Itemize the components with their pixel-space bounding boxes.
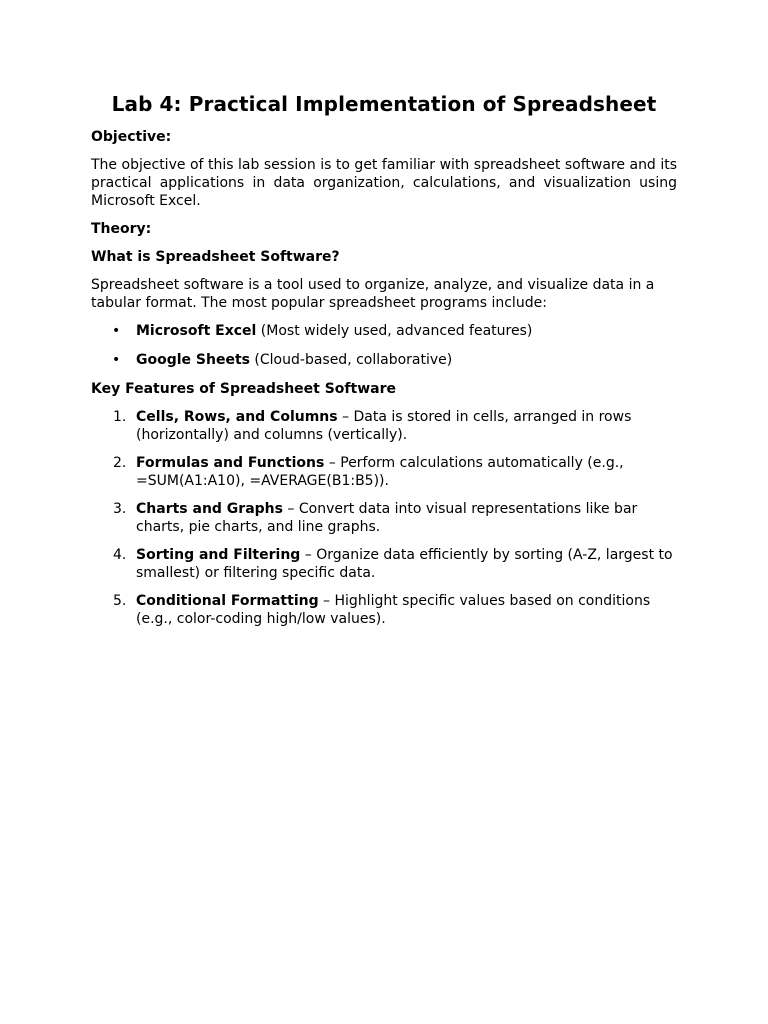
feature-description: – Organize data efficiently by sorting (A-Z, largest to smallest) or filtering specific data. bbox=[136, 547, 673, 581]
list-item bbox=[91, 322, 677, 340]
feature-name: Formulas and Functions bbox=[136, 455, 325, 471]
list-item-name: Microsoft Excel bbox=[136, 323, 257, 339]
feature-name: Conditional Formatting bbox=[136, 593, 319, 609]
list-number: 4. bbox=[113, 547, 127, 563]
spreadsheet-programs-list bbox=[91, 322, 677, 369]
list-item-name: Google Sheets bbox=[136, 352, 250, 368]
feature-description: – Highlight specific values based on conditions (e.g., color-coding high/low values). bbox=[136, 593, 651, 627]
features-list bbox=[91, 408, 677, 628]
list-number: 1. bbox=[113, 409, 127, 425]
theory-paragraph: Spreadsheet software is a tool used to organize, analyze, and visualize data in a tabular format. The most popular spreadsheet programs include: bbox=[91, 277, 655, 311]
features-heading: Key Features of Spreadsheet Software bbox=[91, 381, 396, 397]
feature-description: – Perform calculations automatically (e.g., =SUM(A1:A10), =AVERAGE(B1:B5)). bbox=[136, 455, 624, 489]
theory-subheading: What is Spreadsheet Software? bbox=[91, 249, 340, 265]
objective-heading: Objective: bbox=[91, 129, 172, 145]
document-content bbox=[91, 90, 677, 638]
list-item bbox=[91, 546, 677, 582]
list-item bbox=[91, 351, 677, 369]
list-item bbox=[91, 454, 677, 490]
list-number: 2. bbox=[113, 455, 127, 471]
feature-name: Cells, Rows, and Columns bbox=[136, 409, 338, 425]
feature-description: – Convert data into visual representations like bar charts, pie charts, and line graphs. bbox=[136, 501, 638, 535]
list-item bbox=[91, 592, 677, 628]
list-item bbox=[91, 408, 677, 444]
feature-name: Sorting and Filtering bbox=[136, 547, 301, 563]
list-item-description: (Cloud-based, collaborative) bbox=[249, 352, 453, 368]
list-number: 3. bbox=[113, 501, 127, 517]
feature-description: – Data is stored in cells, arranged in rows (horizontally) and columns (vertically). bbox=[136, 409, 632, 443]
list-item bbox=[91, 500, 677, 536]
page-title: Lab 4: Practical Implementation of Spreadsheet bbox=[111, 92, 657, 116]
feature-name: Charts and Graphs bbox=[136, 501, 283, 517]
theory-heading: Theory: bbox=[91, 221, 152, 237]
bullet-marker: • bbox=[112, 352, 121, 368]
list-item-description: (Most widely used, advanced features) bbox=[256, 323, 533, 339]
list-number: 5. bbox=[113, 593, 127, 609]
objective-paragraph: The objective of this lab session is to get familiar with spreadsheet software and its practical applications in data organization, calculations, and visualization using Microsoft Excel. bbox=[91, 157, 677, 209]
bullet-marker: • bbox=[112, 323, 121, 339]
